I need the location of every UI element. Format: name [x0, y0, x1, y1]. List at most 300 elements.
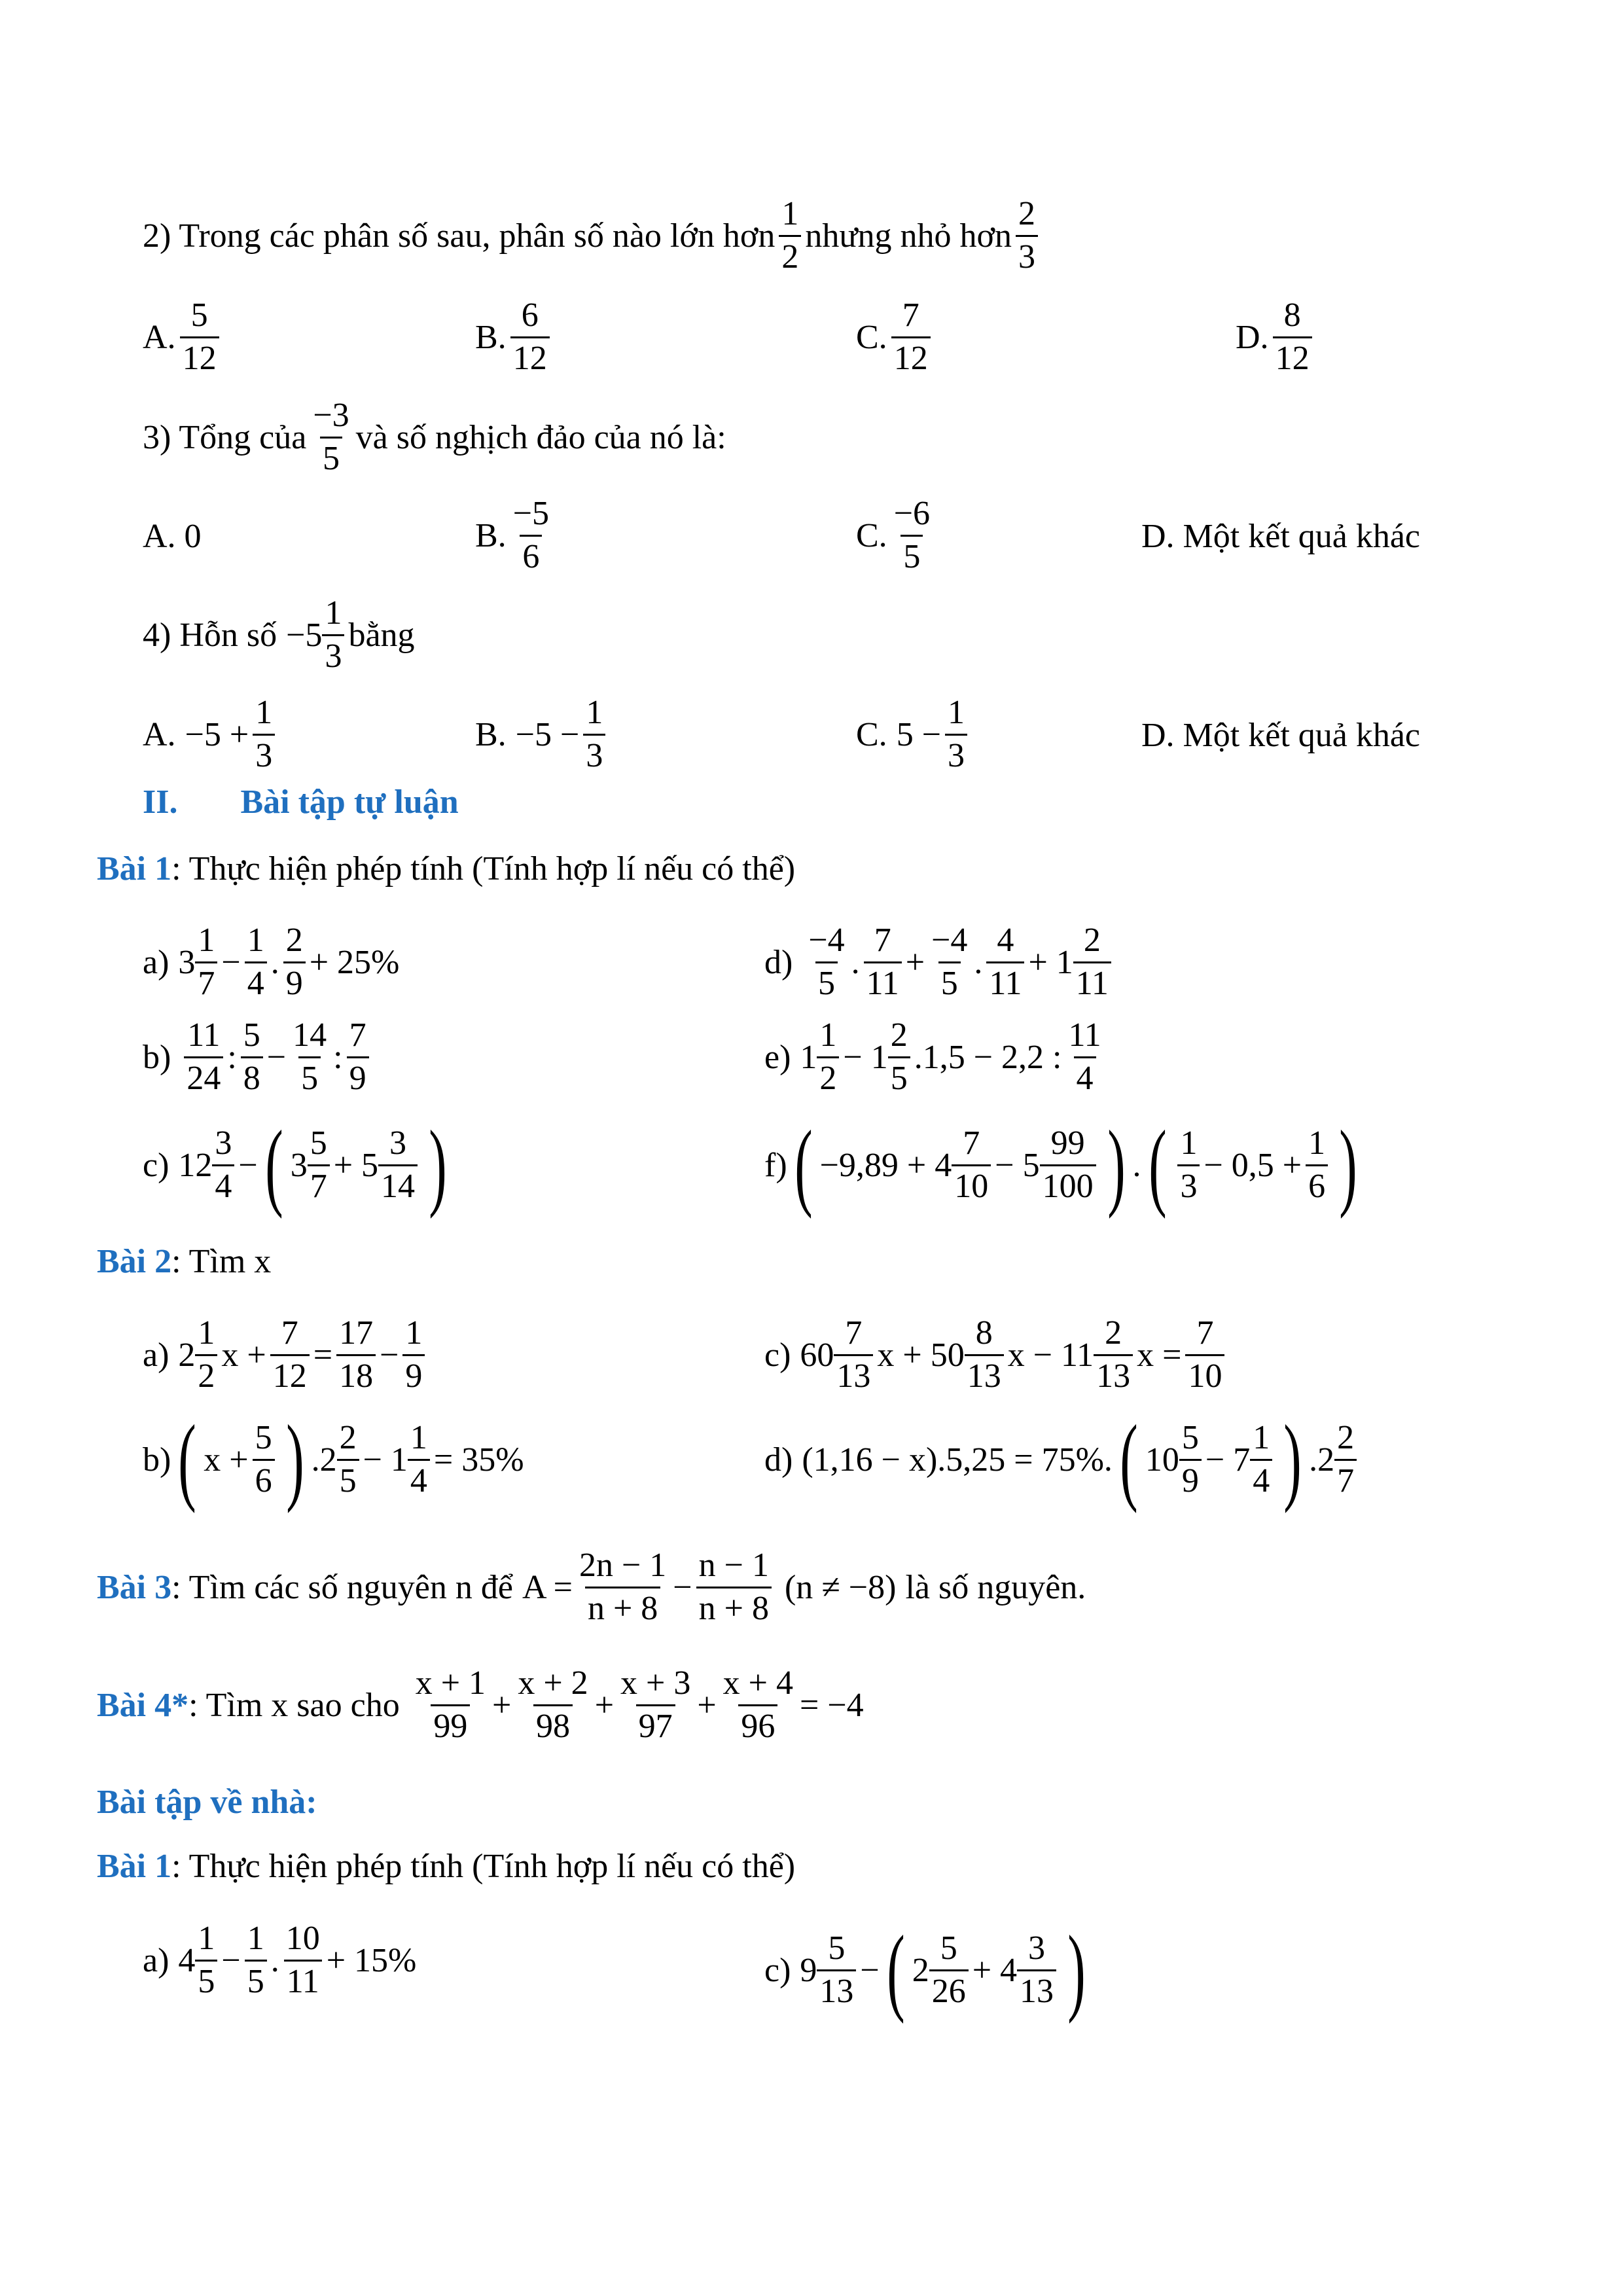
- whole-part: 3: [290, 1146, 308, 1184]
- denominator: 11: [1073, 961, 1111, 1002]
- operator: + 1: [1028, 943, 1073, 981]
- fraction: [195, 923, 217, 1001]
- numerator: 1: [247, 922, 264, 959]
- numerator: 1: [1308, 1124, 1326, 1162]
- fraction: [1066, 1018, 1104, 1096]
- option-fraction: [253, 695, 275, 774]
- left-paren: (: [178, 1405, 197, 1514]
- bai1-heading: [97, 850, 795, 888]
- numerator: 1: [247, 1920, 264, 1957]
- numerator: 14: [293, 1016, 327, 1054]
- whole-part: 4: [178, 1941, 196, 1979]
- numerator: 1: [948, 694, 965, 731]
- q4-text-a: 4) Hỗn số: [143, 616, 277, 654]
- expression-part: x + 50: [877, 1336, 965, 1374]
- numerator: 10: [285, 1920, 320, 1957]
- denominator: 4: [1250, 1459, 1272, 1499]
- q4-fraction: [322, 596, 344, 674]
- whole-part: 2: [178, 1336, 196, 1374]
- denominator: 3: [1016, 235, 1038, 276]
- fraction: [834, 1316, 873, 1394]
- whole-part: 12: [178, 1146, 213, 1184]
- fraction: [721, 1666, 796, 1744]
- exercise-label: Bài 2: [97, 1243, 172, 1280]
- bai1-e: [764, 1018, 1108, 1096]
- denominator: 13: [1094, 1354, 1133, 1395]
- fraction: [245, 923, 267, 1001]
- fraction: [1073, 923, 1111, 1001]
- option-fraction: [945, 695, 967, 774]
- numerator: 5: [190, 296, 208, 334]
- right-paren: ): [1107, 1111, 1126, 1219]
- homework-title: Bài tập về nhà:: [97, 1784, 317, 1821]
- whole-part: 60: [800, 1336, 834, 1374]
- numerator: 5: [243, 1016, 260, 1054]
- fraction: [413, 1666, 488, 1744]
- numerator: −4: [808, 922, 845, 959]
- denominator: 5: [320, 437, 342, 477]
- bai2-heading: [97, 1242, 271, 1281]
- operator: −: [221, 943, 241, 981]
- numerator: 7: [963, 1124, 980, 1162]
- denominator: 12: [510, 336, 550, 377]
- fraction: [212, 1126, 234, 1204]
- operator: −: [860, 1951, 880, 1989]
- operator: :: [227, 1038, 237, 1076]
- option-fraction: [1273, 298, 1312, 376]
- denominator: 7: [308, 1164, 330, 1205]
- fraction: [952, 1126, 991, 1204]
- expression-part: .2: [1309, 1441, 1335, 1479]
- hw1-a: [143, 1921, 416, 2000]
- denominator: 3: [1177, 1164, 1200, 1205]
- q4-option-a[interactable]: [143, 695, 279, 774]
- operator: + 4: [972, 1951, 1018, 1989]
- fraction: [408, 1420, 430, 1499]
- operator: −: [673, 1568, 692, 1606]
- fraction: [986, 923, 1024, 1001]
- fraction: [283, 1921, 323, 2000]
- q3-fraction: [310, 398, 351, 476]
- numerator: x + 1: [415, 1664, 486, 1702]
- fraction: [929, 923, 970, 1001]
- fraction: [336, 1316, 376, 1394]
- option-prefix: −5 +: [185, 715, 249, 753]
- numerator: x + 4: [722, 1664, 793, 1702]
- numerator: 7: [874, 922, 891, 959]
- exercise-text: : Tìm x sao cho: [188, 1686, 400, 1724]
- q2-text-b: nhưng nhỏ hơn: [805, 217, 1012, 255]
- fraction: [402, 1316, 425, 1394]
- denominator: 5: [815, 961, 838, 1002]
- fraction: [347, 1018, 369, 1096]
- expression-tail: = −4: [800, 1686, 864, 1724]
- option-fraction: [891, 298, 931, 376]
- numerator: 5: [828, 1929, 846, 1967]
- bai2-a: [143, 1316, 429, 1394]
- denominator: 99: [431, 1704, 470, 1745]
- equals: =: [313, 1336, 333, 1374]
- fraction: [817, 1018, 839, 1096]
- numerator: x + 2: [518, 1664, 588, 1702]
- numerator: 5: [255, 1418, 272, 1456]
- fraction: [337, 1420, 359, 1499]
- denominator: 13: [817, 1969, 856, 2010]
- numerator: 1: [405, 1314, 423, 1352]
- numerator: 7: [349, 1016, 366, 1054]
- denominator: 5: [938, 961, 961, 1002]
- numerator: 2n − 1: [579, 1547, 667, 1584]
- q3-text-a: 3) Tổng của: [143, 418, 307, 456]
- numerator: 1: [819, 1016, 837, 1054]
- denominator: 10: [952, 1164, 991, 1205]
- fraction: [1179, 1420, 1202, 1499]
- option-label: A.: [143, 318, 176, 356]
- q3-option-d[interactable]: [1141, 517, 1420, 556]
- option-label: C.: [856, 715, 887, 753]
- denominator: 13: [834, 1354, 873, 1395]
- hw1-heading: [97, 1847, 795, 1886]
- expression-part: −9,89 + 4: [819, 1146, 952, 1184]
- numerator: 2: [339, 1418, 357, 1456]
- fraction: [378, 1126, 418, 1204]
- whole-part: 9: [800, 1951, 817, 1989]
- numerator: 3: [215, 1124, 232, 1162]
- bai4: [97, 1666, 864, 1744]
- q4-whole: −5: [286, 616, 323, 654]
- expression-tail: .1,5 − 2,2 :: [914, 1038, 1062, 1076]
- question-2: [143, 196, 1042, 275]
- fraction: [1094, 1316, 1133, 1394]
- operator: − 1: [843, 1038, 888, 1076]
- numerator: −5: [512, 495, 550, 532]
- left-paren: (: [886, 1916, 905, 2024]
- denominator: 2: [779, 235, 801, 276]
- numerator: 7: [281, 1314, 298, 1352]
- denominator: 96: [738, 1704, 777, 1745]
- option-text: D. Một kết quả khác: [1141, 717, 1421, 754]
- denominator: 12: [270, 1354, 310, 1395]
- fraction: [1185, 1316, 1224, 1394]
- fraction: [253, 1420, 275, 1499]
- denominator: 13: [1017, 1969, 1056, 2010]
- numerator: x + 3: [620, 1664, 691, 1702]
- operator: .: [851, 943, 860, 981]
- expression-part: x +: [204, 1441, 249, 1479]
- denominator: 6: [1306, 1164, 1328, 1205]
- item-label: e): [764, 1038, 791, 1076]
- section-2-heading: [143, 783, 459, 821]
- fraction: [290, 1018, 329, 1096]
- option-label: C.: [856, 516, 887, 554]
- whole-part: 1: [800, 1038, 817, 1076]
- q2-option-c[interactable]: [856, 298, 935, 376]
- right-paren: ): [1283, 1405, 1302, 1514]
- item-label: d): [764, 943, 793, 981]
- denominator: 11: [864, 961, 902, 1002]
- denominator: 4: [408, 1459, 430, 1499]
- fraction: [245, 1921, 267, 2000]
- numerator: 11: [1068, 1016, 1101, 1054]
- numerator: 1: [325, 594, 342, 632]
- option-label: D.: [1236, 318, 1269, 356]
- numerator: 8: [1283, 296, 1301, 334]
- denominator: 4: [212, 1164, 234, 1205]
- numerator: 6: [521, 296, 539, 334]
- right-paren: ): [1067, 1916, 1086, 2024]
- bai1-a: [143, 923, 399, 1001]
- q4-text-b: bằng: [348, 616, 415, 654]
- fraction: [515, 1666, 590, 1744]
- fraction: [806, 923, 847, 1001]
- numerator: 5: [310, 1124, 327, 1162]
- homework-heading: [97, 1783, 317, 1821]
- operator: +: [594, 1686, 615, 1724]
- item-label: d): [764, 1441, 793, 1479]
- numerator: 3: [1028, 1929, 1046, 1967]
- numerator: 7: [845, 1314, 863, 1352]
- fraction: [618, 1666, 693, 1744]
- exercise-label: Bài 1: [97, 850, 172, 888]
- denominator: 9: [1179, 1459, 1202, 1499]
- denominator: 6: [520, 535, 542, 575]
- denominator: 7: [1334, 1459, 1357, 1499]
- denominator: 4: [245, 961, 267, 1002]
- denominator: 11: [284, 1960, 322, 2000]
- denominator: 9: [283, 961, 306, 1002]
- expression-part: (1,16 − x).5,25 = 75%.: [802, 1441, 1113, 1479]
- option-fraction: [510, 496, 552, 575]
- fraction: [696, 1548, 772, 1626]
- numerator: 1: [1180, 1124, 1198, 1162]
- numerator: 1: [255, 694, 273, 731]
- denominator: 14: [378, 1164, 418, 1205]
- fraction: [1017, 1931, 1056, 2009]
- numerator: 3: [389, 1124, 407, 1162]
- numerator: 8: [975, 1314, 993, 1352]
- denominator: 2: [817, 1056, 839, 1097]
- numerator: 7: [902, 296, 919, 334]
- numerator: 7: [1196, 1314, 1214, 1352]
- fraction: [929, 1931, 969, 2009]
- expression-part: 10: [1145, 1441, 1179, 1479]
- bai1-f: [764, 1111, 1364, 1219]
- numerator: 2: [1018, 195, 1036, 232]
- operator: .: [974, 943, 983, 981]
- fraction: [888, 1018, 910, 1096]
- denominator: 9: [347, 1056, 369, 1097]
- bai3: [97, 1548, 1086, 1626]
- operator: +: [492, 1686, 512, 1724]
- denominator: 13: [965, 1354, 1004, 1395]
- numerator: 1: [198, 1314, 215, 1352]
- item-label: b): [143, 1441, 171, 1479]
- exercise-label: Bài 3: [97, 1568, 172, 1606]
- option-prefix: 5 −: [896, 715, 942, 753]
- item-label: c): [764, 1951, 791, 1989]
- operator: −: [380, 1336, 399, 1374]
- option-text: D. Một kết quả khác: [1141, 518, 1421, 555]
- left-paren: (: [264, 1111, 283, 1219]
- whole-part: 2: [912, 1951, 929, 1989]
- bai2-b: [143, 1405, 524, 1514]
- denominator: 26: [929, 1969, 969, 2010]
- option-fraction: [891, 496, 933, 575]
- denominator: 2: [195, 1354, 217, 1395]
- denominator: 6: [253, 1459, 275, 1499]
- item-label: c): [764, 1336, 791, 1374]
- right-paren: ): [1339, 1111, 1357, 1219]
- denominator: n + 8: [585, 1587, 660, 1627]
- item-label: f): [764, 1146, 787, 1184]
- exercise-text: : Thực hiện phép tính (Tính hợp lí nếu có thể): [171, 850, 796, 888]
- numerator: 5: [1181, 1418, 1199, 1456]
- q4-option-b[interactable]: [475, 695, 609, 774]
- numerator: 1: [781, 195, 799, 232]
- option-label: B.: [475, 715, 507, 753]
- denominator: 8: [241, 1056, 263, 1097]
- operator: −: [266, 1038, 287, 1076]
- expression-part: − 1: [363, 1441, 408, 1479]
- bai1-d: [764, 923, 1115, 1001]
- denominator: 100: [1040, 1164, 1096, 1205]
- numerator: 99: [1050, 1124, 1085, 1162]
- expression-part: x − 11: [1007, 1336, 1094, 1374]
- fraction: [241, 1018, 263, 1096]
- denominator: 5: [245, 1960, 267, 2000]
- section-number: II.: [143, 783, 178, 821]
- denominator: 3: [583, 734, 605, 774]
- expression-part: − 7: [1205, 1441, 1251, 1479]
- option-fraction: [510, 298, 550, 376]
- left-paren: (: [794, 1111, 813, 1219]
- q2-option-b[interactable]: [475, 298, 554, 376]
- item-label: b): [143, 1038, 171, 1076]
- denominator: 4: [1074, 1056, 1096, 1097]
- exercise-text: : Tìm các số nguyên n để: [171, 1568, 513, 1606]
- q2-text-a: 2) Trong các phân số sau, phân số nào lớn hơn: [143, 217, 776, 255]
- denominator: 10: [1185, 1354, 1224, 1395]
- option-label: B.: [475, 318, 507, 356]
- numerator: 2: [1083, 922, 1101, 959]
- condition: (n ≠ −8): [784, 1568, 897, 1606]
- fraction: [1177, 1126, 1200, 1204]
- denominator: 7: [195, 961, 217, 1002]
- fraction: [184, 1018, 223, 1096]
- denominator: 3: [322, 634, 344, 675]
- bai1-c: [143, 1111, 454, 1219]
- option-label: B.: [475, 516, 507, 554]
- item-label: a): [143, 1336, 169, 1374]
- right-paren: ): [429, 1111, 447, 1219]
- denominator: 12: [1273, 336, 1312, 377]
- numerator: 1: [1253, 1418, 1270, 1456]
- numerator: 1: [410, 1418, 427, 1456]
- operator: −: [221, 1941, 241, 1979]
- operator: :: [333, 1038, 343, 1076]
- denominator: 5: [337, 1459, 359, 1499]
- denominator: 18: [336, 1354, 376, 1395]
- bai2-d: [764, 1405, 1361, 1514]
- variable-x: x +: [221, 1336, 266, 1374]
- operator: − 5: [995, 1146, 1040, 1184]
- numerator: 17: [339, 1314, 374, 1352]
- denominator: 11: [986, 961, 1024, 1002]
- exercise-text-tail: là số nguyên.: [905, 1568, 1086, 1606]
- denominator: 5: [888, 1056, 910, 1097]
- fraction: [283, 923, 306, 1001]
- option-label: C.: [856, 318, 887, 356]
- q4-option-c[interactable]: [856, 695, 971, 774]
- q3-option-c[interactable]: [856, 496, 936, 575]
- option-fraction: [180, 298, 219, 376]
- fraction: [195, 1316, 217, 1394]
- fraction: [1250, 1420, 1272, 1499]
- right-paren: ): [285, 1405, 304, 1514]
- exercise-text: : Tìm x: [171, 1243, 272, 1280]
- denominator: 24: [184, 1056, 223, 1097]
- option-prefix: −5 −: [515, 715, 580, 753]
- option-label: A.: [143, 715, 176, 753]
- q3-option-b[interactable]: [475, 496, 556, 575]
- numerator: 1: [586, 694, 603, 731]
- fraction: [864, 923, 902, 1001]
- fraction: [965, 1316, 1004, 1394]
- denominator: 5: [195, 1960, 217, 2000]
- exercise-label: Bài 1: [97, 1848, 172, 1885]
- q2-option-a[interactable]: [143, 298, 223, 376]
- denominator: 97: [636, 1704, 675, 1745]
- expression-part: A =: [522, 1568, 573, 1606]
- exercise-text: : Thực hiện phép tính (Tính hợp lí nếu có thể): [171, 1848, 796, 1885]
- operator: − 0,5 +: [1204, 1146, 1302, 1184]
- operator: .: [1132, 1146, 1141, 1184]
- numerator: 2: [890, 1016, 908, 1054]
- numerator: −4: [931, 922, 968, 959]
- bai1-b: [143, 1018, 373, 1096]
- section-title: Bài tập tự luận: [240, 783, 459, 821]
- numerator: 1: [198, 1920, 215, 1957]
- item-label: a): [143, 943, 169, 981]
- numerator: 5: [940, 1929, 957, 1967]
- hw1-c: [764, 1916, 1093, 2024]
- denominator: 3: [253, 734, 275, 774]
- numerator: −3: [313, 397, 349, 434]
- numerator: 2: [1337, 1418, 1355, 1456]
- numerator: 1: [198, 922, 215, 959]
- left-paren: (: [1120, 1405, 1138, 1514]
- fraction: [817, 1931, 856, 2009]
- denominator: 12: [891, 336, 931, 377]
- expression-part: x =: [1137, 1336, 1182, 1374]
- numerator: 11: [187, 1016, 221, 1054]
- q4-option-d[interactable]: [1141, 716, 1420, 755]
- denominator: 12: [180, 336, 219, 377]
- exercise-label: Bài 4*: [97, 1686, 189, 1724]
- denominator: 5: [298, 1056, 321, 1097]
- fraction: [1306, 1126, 1328, 1204]
- operator: −: [238, 1146, 258, 1184]
- fraction: [308, 1126, 330, 1204]
- option-text: A. 0: [143, 518, 202, 555]
- operator: + 5: [333, 1146, 379, 1184]
- q2-option-d[interactable]: [1236, 298, 1316, 376]
- q3-option-a[interactable]: [143, 517, 202, 556]
- q2-fraction-2: [1016, 196, 1038, 275]
- numerator: 2: [1105, 1314, 1122, 1352]
- denominator: 9: [402, 1354, 425, 1395]
- whole-part: 3: [178, 943, 196, 981]
